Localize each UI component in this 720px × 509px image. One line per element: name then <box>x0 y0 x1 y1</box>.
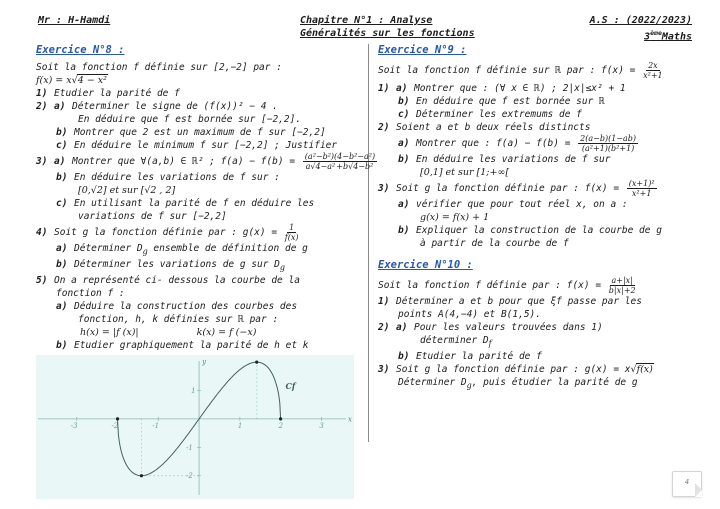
ex8-item-2c: c) En déduire le minimum f sur [−2,2] ; Justifier <box>56 140 338 151</box>
ex10-item-1-cont: points A(4,−4) et B(1,5). <box>398 309 541 320</box>
svg-text:1: 1 <box>237 421 243 430</box>
exercise-8-title: Exercice N°8 : <box>36 44 125 56</box>
ex8-item-2a-cont: En déduire que f est bornée sur [−2,2]. <box>78 114 302 125</box>
ex8-item-5-cont: fonction f : <box>56 287 125 299</box>
svg-text:1: 1 <box>191 386 196 395</box>
ex8-item-3c-cont: variations de f sur [−2,2] <box>78 211 227 222</box>
ex8-item-3b-cont: [0,√2] et sur [√2 , 2] <box>78 185 176 196</box>
ex10-item-2a: 2) a) Pour les valeurs trouvées dans 1) <box>378 322 603 333</box>
ex8-item-3b: b) En déduire les variations de f sur : <box>56 172 280 183</box>
svg-text:x: x <box>348 415 352 424</box>
ex8-4-fraction: $\frac{1}{f(x)}$ <box>284 223 299 242</box>
exercise-10-title: Exercice N°10 : <box>378 259 473 271</box>
ex8-item-5b: b) Etudier graphiquement la parité de h et k <box>56 339 309 351</box>
ex9-intro-fraction: $\frac{2x}{\text{x²+1}}$ <box>643 61 663 80</box>
curve-plot <box>36 355 354 499</box>
ex9-2a-fraction: $\frac{2(a-b)(1-ab)}{\text{(a²+1)(b²+1)}}$ <box>580 134 637 153</box>
ex8-hk-definitions <box>36 326 358 339</box>
exercise-9-title: Exercice N°9 : <box>378 44 467 56</box>
h-definition: h(x) = |f (x)| <box>80 326 139 338</box>
chapter-subtitle: Généralités sur les fonctions <box>300 28 475 39</box>
svg-text:-1: -1 <box>152 421 160 430</box>
ex8-item-4b: b) Déterminer les variations de g sur $D_g$ <box>56 258 285 272</box>
ex10-item-2b: b) Etudier la parité de f <box>398 350 542 362</box>
ex9-item-3b-cont: à partir de la courbe de f <box>420 238 569 249</box>
ex8-item-5a: a) Déduire la construction des courbes des <box>56 300 298 312</box>
svg-text:3: 3 <box>319 421 324 430</box>
ex9-item-2a: a) Montrer que : f(a) − f(b) = $\frac{2(a-b)(1-ab)}{\text{(a²+1)(b²+1)}}$ <box>398 134 637 153</box>
grade-level: 3èmeMaths <box>644 29 692 43</box>
school-year-value: A.S : (2022/2023) <box>589 15 692 26</box>
ex9-item-1c: c) Déterminer les extremums de f <box>398 109 582 120</box>
ex8-3a-fraction: $\frac{\text{(a²−b²)(4−b²−a²)}}{\text{a√4−a²+b√4−b²}}$ <box>304 152 376 171</box>
ex8-item-1: 1) Etudier la parité de f <box>36 88 180 99</box>
ex9-item-3b: b) Expliquer la construction de la courbe de g <box>398 225 662 236</box>
ex8-intro: Soit la fonction f définie sur [2,−2] par : <box>36 62 282 73</box>
ex8-item-4a: a) Déterminer $D_g$ ensemble de définition de g <box>56 243 308 256</box>
exercises-9-10 <box>378 44 708 392</box>
chapter-title: Chapitre N°1 : Analyse <box>300 15 433 26</box>
ex9-item-2b-cont: [0,1] et sur [1;+∞[ <box>420 167 510 178</box>
ex9-item-2: 2) Soient a et b deux réels distincts <box>378 122 591 133</box>
ex8-item-3c: c) En utilisant la parité de f en déduire les <box>56 198 315 209</box>
ex9-item-1b: b) En déduire que f est bornée sur ℝ <box>398 96 605 107</box>
page-number: 4 <box>684 478 690 486</box>
ex9-3-fraction: $\frac{\text{(x+1)²}}{\text{x²+1}}$ <box>628 179 655 198</box>
teacher-name: Mr : H-Hamdi <box>38 15 111 26</box>
ex10-item-3-cont: Déterminer $D_g$, puis étudier la parité de g <box>398 376 638 390</box>
function-curve-graph <box>36 355 354 499</box>
svg-text:-1: -1 <box>186 443 193 452</box>
page-corner-badge <box>672 471 702 497</box>
svg-text:-2: -2 <box>186 471 193 480</box>
ex8-item-3a: 3) a) Montrer que ∀(a,b) ∈ ℝ² ; f(a) − f(b) = $\frac{\text{(a²−b²)(4−b²−a²)}}{\text{a√4−a²+b√4−b²}}$ <box>36 152 376 171</box>
svg-text:y: y <box>202 357 207 366</box>
ex8-item-5: 5) On a représenté ci- dessous la courbe de la <box>36 274 300 286</box>
ex8-item-2b: b) Montrer que 2 est un maximum de f sur [−2,2] <box>56 127 326 138</box>
svg-text:2: 2 <box>278 421 284 430</box>
ex8-item-4: 4) Soit g la fonction définie par : g(x) = $\frac{1}{f(x)}$ <box>36 223 299 242</box>
ex10-intro: Soit la fonction f définie par : f(x) = $\frac{a+|x|}{b|x|+2}$ <box>378 276 636 295</box>
ex8-item-2a: 2) a) Déterminer le signe de (f(x))² − 4 . <box>36 101 278 112</box>
ex9-item-1a: 1) a) Montrer que : (∀ x ∈ ℝ) ; 2|x|≤x² + 1 <box>378 83 626 94</box>
ex10-item-3: 3) Soit g la fonction définie par : g(x) = x√f(x) <box>378 363 653 375</box>
svg-text:-3: -3 <box>70 421 78 430</box>
ex8-formula: f(x) = x√4 − x² <box>36 75 107 86</box>
svg-text:-2: -2 <box>111 421 119 430</box>
ex9-intro: Soit la fonction f définie sur ℝ par : f(x) = $\frac{2x}{\text{x²+1}}$ <box>378 61 663 80</box>
svg-text:Cf: Cf <box>285 380 296 391</box>
ex9-item-3a: a) vérifier que pour tout réel x, on a : <box>398 199 628 210</box>
k-definition: k(x) = f (−x) <box>196 326 257 338</box>
exercise-8 <box>36 44 376 499</box>
chapter-header <box>300 14 475 40</box>
ex10-item-2a-cont: déterminer $D_f$ <box>420 335 492 348</box>
ex9-item-3: 3) Soit g la fonction définie par : f(x) = $\frac{\text{(x+1)²}}{\text{x²+1}}$ <box>378 179 655 198</box>
ex10-item-1: 1) Déterminer a et b pour que ξf passe par les <box>378 296 642 307</box>
ex9-item-3a-cont: g(x) = f(x) + 1 <box>420 212 490 223</box>
page-fold-icon <box>695 483 702 497</box>
column-divider <box>368 44 369 442</box>
ex8-item-5a-cont: fonction, h, k définies sur ℝ par : <box>78 313 279 325</box>
ex9-item-2b: b) En déduire les variations de f sur <box>398 154 611 165</box>
ex10-intro-fraction: $\frac{a+|x|}{b|x|+2}$ <box>608 276 636 295</box>
school-year <box>590 14 692 43</box>
